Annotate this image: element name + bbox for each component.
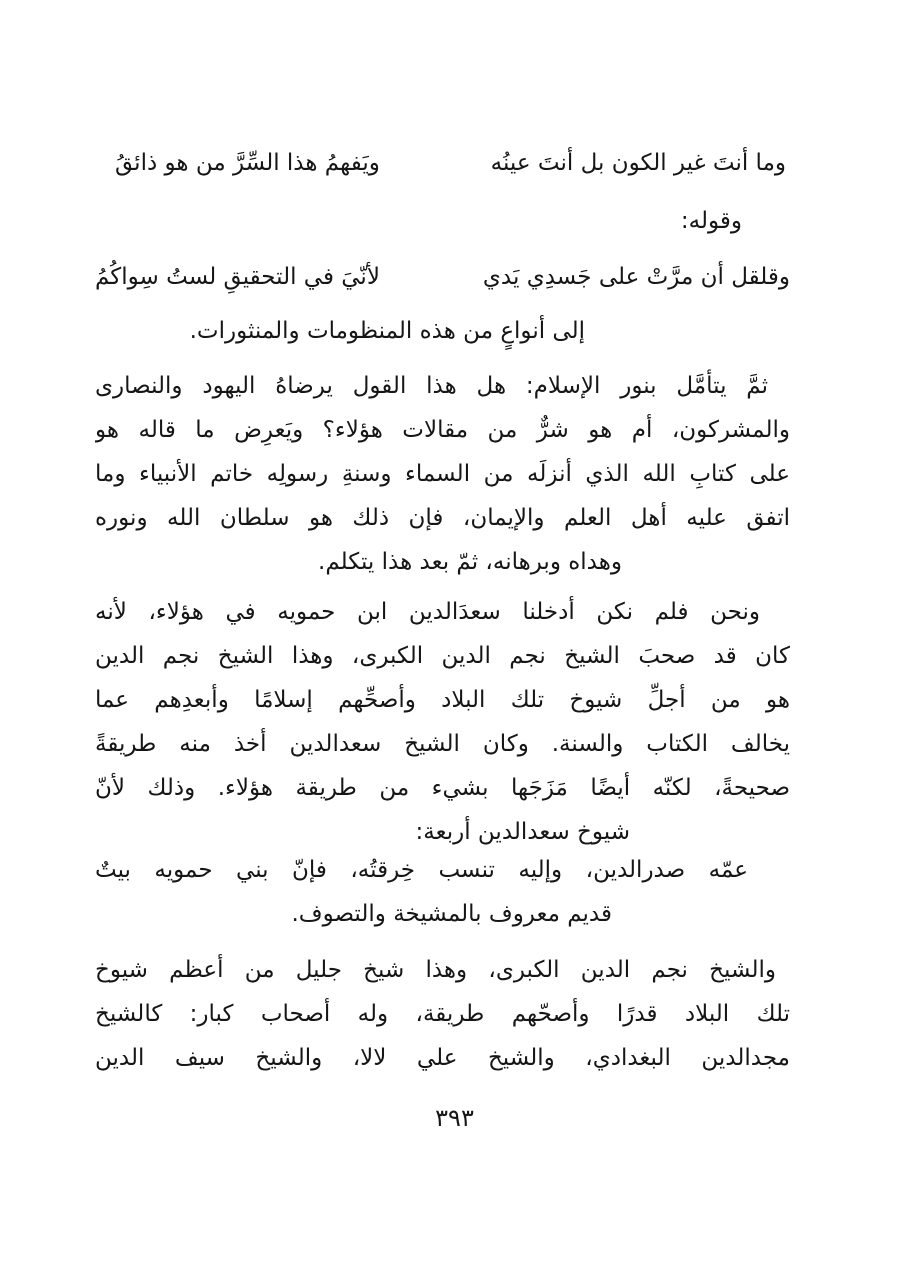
- verse2-second-hemistich: لأنّيَ في التحقيقِ لستُ سِواكُمُ: [95, 264, 380, 290]
- body-line: والمشركون، أم هو شرٌّ من مقالات هؤلاء؟ ويَعرِض ما قاله هو: [95, 417, 790, 443]
- body-line: شيوخ سعدالدين أربعة:: [415, 819, 630, 845]
- body-line: تلك البلاد قدرًا وأصحّهم طريقة، وله أصحاب كبار: كالشيخ: [95, 1001, 790, 1027]
- paragraph-2: [95, 590, 790, 854]
- body-line: صحيحةً، لكنّه أيضًا مَزَجَها بشيء من طريقة هؤلاء. وذلك لأنّ: [95, 775, 790, 801]
- body-line: ثمَّ يتأمَّل بنور الإسلام: هل هذا القول يرضاهُ اليهود والنصارى: [95, 373, 768, 399]
- body-line: على كتابِ الله الذي أنزلَه من السماء وسنةِ رسولِه خاتم الأنبياء وما: [95, 461, 790, 487]
- body-line: اتفق عليه أهل العلم والإيمان، فإن ذلك هو سلطان الله ونوره: [95, 505, 790, 531]
- body-line: يخالف الكتاب والسنة. وكان الشيخ سعدالدين أخذ منه طريقةً: [95, 731, 790, 757]
- body-line: قديم معروف بالمشيخة والتصوف.: [291, 901, 612, 927]
- body-line: مجدالدين البغدادي، والشيخ علي لالا، والشيخ سيف الدين: [95, 1045, 790, 1071]
- quote-intro-word: وقوله:: [680, 208, 742, 234]
- paragraph-4: [95, 948, 790, 1080]
- body-line: كان قد صحبَ الشيخ نجم الدين الكبرى، وهذا الشيخ نجم الدين: [95, 643, 790, 669]
- paragraph-3: [95, 848, 790, 936]
- continuation-line: إلى أنواعٍ من هذه المنظومات والمنثورات.: [189, 318, 585, 344]
- body-line: هو من أجلِّ شيوخ تلك البلاد وأصحِّهم إسلامًا وأبعدِهم عما: [95, 687, 790, 713]
- verse1-first-hemistich: وما أنتَ غير الكون بل أنتَ عينُه: [490, 150, 786, 176]
- verse1-second-hemistich: ويَفهمُ هذا السِّرَّ من هو ذائقُ: [115, 150, 380, 176]
- verse2-first-hemistich: وقلقل أن مرَّتْ على جَسدِي يَدي: [482, 264, 790, 290]
- body-line: ونحن فلم نكن أدخلنا سعدَالدين ابن حمويه في هؤلاء، لأنه: [95, 599, 760, 625]
- page-text-block: [95, 0, 790, 1133]
- paragraph-1: [95, 364, 790, 584]
- body-line: وهداه وبرهانه، ثمّ بعد هذا يتكلم.: [318, 549, 622, 575]
- body-line: والشيخ نجم الدين الكبرى، وهذا شيخ جليل من أعظم شيوخ: [95, 957, 776, 983]
- page-number: ٣٩٣: [435, 1104, 474, 1132]
- verse-line-2: [95, 254, 790, 300]
- verse-line-1: [95, 140, 790, 186]
- body-line: عمّه صدرالدين، وإليه تنسب خِرقتُه، فإنّ بني حمويه بيتٌ: [95, 857, 748, 883]
